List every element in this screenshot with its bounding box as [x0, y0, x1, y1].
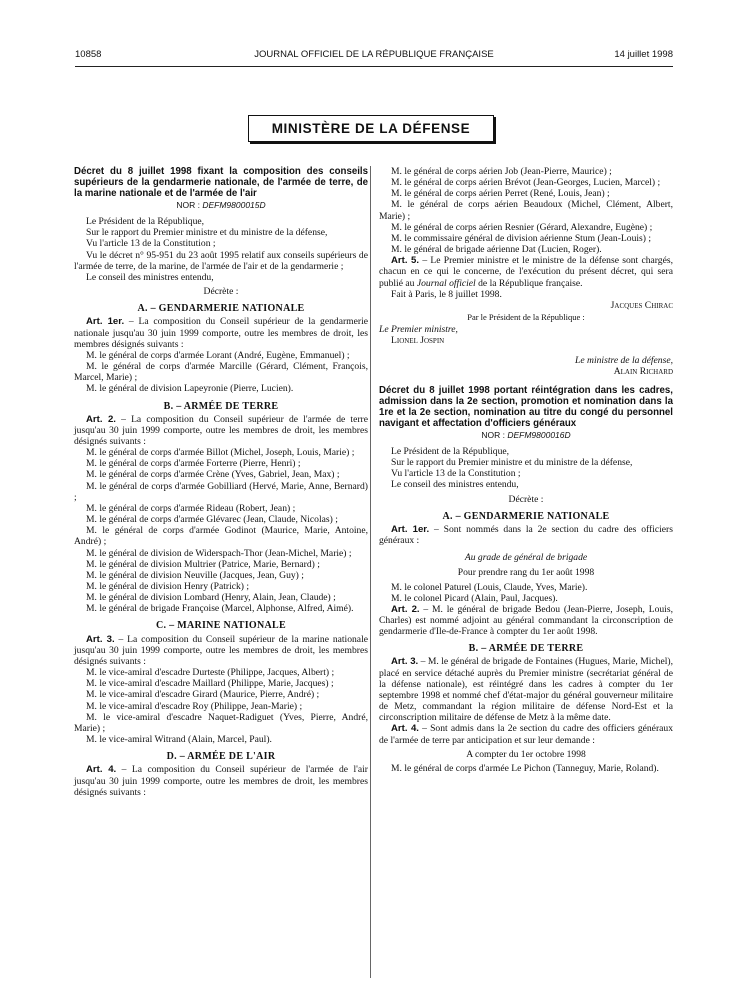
member-line: M. le général de brigade aérienne Dat (Lucien, Roger).	[391, 244, 602, 256]
article-label: Art. 4.	[391, 723, 419, 735]
left-column	[74, 166, 368, 798]
member-line: M. le général de corps d'armée Rideau (Robert, Jean) ;	[86, 502, 296, 514]
member-line: M. le général de division Multrier (Patrice, Marie, Bernard) ;	[86, 558, 320, 570]
member-line: M. le général de corps d'armée Crène (Yves, Gabriel, Jean, Max) ;	[86, 469, 340, 481]
nor-code: DEFM9800016D	[507, 429, 571, 440]
member-line: M. le vice-amiral d'escadre Roy (Philippe, Jean-Marie) ;	[86, 700, 303, 712]
preamble-line: Vu l'article 13 de la Constitution ;	[86, 238, 216, 250]
member-line: M. le général de division Lombard (Henry, Alain, Jean, Claude) ;	[86, 592, 336, 604]
preamble-line: Vu l'article 13 de la Constitution ;	[391, 468, 521, 480]
pm-title: Le Premier ministre,	[379, 324, 458, 336]
preamble-line: Vu le décret n° 95-951 du 23 août 1995 relatif aux conseils supérieurs de l'armée de terre, de la marine, de l'armée de l'air et de la gendarmerie ;	[74, 249, 368, 272]
header-rule	[75, 66, 673, 67]
page-header	[75, 49, 673, 65]
member-line: M. le général de corps d'armée Le Pichon (Tanneguy, Marie, Roland).	[391, 762, 659, 774]
member-line: M. le général de division Henry (Patrick) ;	[86, 581, 250, 592]
journal-reference: Journal officiel	[416, 277, 476, 289]
article-text: – Sont admis dans la 2e section du cadre des officiers généraux de l'armée de terre par anticipation et sur leur demande :	[379, 723, 673, 746]
member-line: M. le général de corps d'armée Godinot (Maurice, Marie, Antoine, André) ;	[74, 525, 368, 548]
member-line: M. le général de corps d'armée Forterre (Pierre, Henri) ;	[86, 458, 301, 470]
nor-code: DEFM9800015D	[202, 200, 266, 210]
ministry-heading	[248, 115, 494, 142]
article	[379, 656, 673, 723]
minister-title: Le ministre de la défense,	[575, 354, 673, 366]
decree1-title: Décret du 8 juillet 1998 fixant la composition des conseils supérieurs de la gendarmerie nationale, de l'armée de terre, de la marine nationale et de l'armée de l'air	[74, 166, 368, 199]
preamble-line: Sur le rapport du Premier ministre et du ministre de la défense,	[391, 457, 633, 469]
article-text: – M. le général de brigade Bedou (Jean-Pierre, Joseph, Louis, Charles) est nommé adjoint au général commandant la circonscription de gendarmerie d'Ile-de-France à compter du 1er août 1998.	[379, 603, 673, 638]
rank-date: Pour prendre rang du 1er août 1998	[457, 567, 595, 579]
issue-date: 14 juillet 1998	[614, 49, 673, 60]
nor-label: NOR :	[481, 429, 505, 440]
decrete: Décrète :	[203, 286, 239, 298]
article-label: Art. 5.	[391, 255, 420, 267]
signature-president: Jacques Chirac	[610, 299, 673, 311]
member-line: M. le vice-amiral d'escadre Maillard (Philippe, Marie, Jacques) ;	[86, 678, 334, 690]
grade-heading: Au grade de général de brigade	[464, 552, 588, 564]
page-number: 10858	[75, 49, 102, 60]
member-line: M. le général de corps aérien Job (Jean-Pierre, Maurice) ;	[391, 166, 612, 177]
preamble-line: Le Président de la République,	[86, 216, 205, 228]
ministry-title: MINISTÈRE DE LA DÉFENSE	[271, 121, 471, 136]
article	[74, 634, 368, 667]
member-line: M. le général de corps aérien Brévot (Jean-Georges, Lucien, Marcel) ;	[391, 177, 661, 189]
article	[379, 723, 673, 745]
preamble-line: Le conseil des ministres entendu,	[86, 271, 214, 283]
section-heading: A. – GENDARMERIE NATIONALE	[137, 303, 305, 315]
journal-title: JOURNAL OFFICIEL DE LA RÉPUBLIQUE FRANÇAISE	[254, 49, 494, 60]
article-text: – M. le général de brigade de Fontaines (Hugues, Marie, Michel), placé en service détaché auprès du Premier ministre (secrétariat général de la défense nationale), est réintégré dans les cadres à compter du 1er septembre 1998 et nommé chef d'état-major du général gouverneur militaire de Metz, commandant la région militaire de défense Nord-Est et la circonscription militaire de défense de Metz à la même date.	[379, 656, 673, 724]
article	[74, 764, 368, 797]
nor-label: NOR :	[176, 200, 200, 210]
right-column	[379, 166, 673, 774]
article-label: Art. 2.	[391, 603, 420, 615]
section-heading: A. – GENDARMERIE NATIONALE	[442, 510, 610, 522]
member-line: M. le général de corps d'armée Billot (Michel, Joseph, Louis, Marie) ;	[86, 447, 355, 459]
article-text: – La composition du Conseil supérieur de la marine nationale jusqu'au 30 juin 1999 comporte, outre les membres de droit, les membres désignés suivants :	[74, 633, 368, 667]
article-label: Art. 2.	[86, 413, 116, 425]
section-heading: C. – MARINE NATIONALE	[155, 620, 286, 632]
member-line: M. le vice-amiral d'escadre Durteste (Philippe, Jacques, Albert) ;	[86, 667, 335, 679]
article-text: – La composition du Conseil supérieur de l'armée de terre jusqu'au 30 juin 1999 comporte, outre les membres de droit, les membres désignés suivants :	[74, 413, 368, 447]
decree2-title: Décret du 8 juillet 1998 portant réintégration dans les cadres, admission dans la 2e section, promotion et nomination dans la 1re et la 2e section, nomination au titre du congé du personnel navigant et affectation d'officiers généraux	[379, 384, 673, 429]
section-heading: B. – ARMÉE DE TERRE	[163, 400, 279, 412]
member-line: M. le général de corps aérien Beaudoux (Michel, Clément, Albert, Marie) ;	[379, 199, 673, 222]
article-text: – Sont nommés dans la 2e section du cadre des officiers généraux :	[379, 523, 673, 547]
preamble-line: Sur le rapport du Premier ministre et du ministre de la défense,	[86, 227, 328, 239]
section-heading: B. – ARMÉE DE TERRE	[468, 643, 584, 655]
member-line: M. le vice-amiral d'escadre Girard (Maurice, Pierre, André) ;	[86, 689, 320, 701]
article-label: Art. 3.	[86, 633, 115, 645]
article-label: Art. 1er.	[391, 523, 430, 535]
member-line: M. le général de corps d'armée Lorant (André, Eugène, Emmanuel) ;	[86, 349, 350, 361]
article-text: – La composition du Conseil supérieur de l'armée de l'air jusqu'au 30 juin 1999 comporte, outre les membres de droit, les membres désignés suivants :	[74, 764, 368, 798]
decree1-nor	[74, 200, 368, 211]
member-line: M. le général de corps d'armée Glévarec (Jean, Claude, Nicolas) ;	[86, 514, 338, 526]
member-line: M. le général de division de Widerspach-Thor (Jean-Michel, Marie) ;	[86, 547, 352, 559]
decrete: Décrète :	[508, 493, 544, 505]
member-line: M. le général de brigade Françoise (Marcel, Alphonse, Alfred, Aimé).	[86, 603, 354, 615]
article	[379, 524, 673, 546]
effective-date: A compter du 1er octobre 1998	[466, 748, 586, 760]
article-label: Art. 4.	[86, 764, 117, 776]
article-label: Art. 1er.	[86, 316, 125, 328]
pm-name: Lionel Jospin	[391, 335, 445, 347]
decree2-nor	[379, 430, 673, 441]
minister-name: Alain Richard	[613, 365, 673, 377]
article	[379, 255, 673, 288]
par-le-president: Par le Président de la République :	[467, 312, 585, 323]
column-divider	[370, 166, 371, 978]
member-line: M. le colonel Paturel (Louis, Claude, Yves, Marie).	[391, 581, 588, 593]
member-line: M. le général de corps d'armée Gobilliard (Hervé, Marie, Anne, Bernard) ;	[74, 480, 368, 503]
article-label: Art. 3.	[391, 656, 419, 668]
article-text: – Le Premier ministre et le ministre de la défense sont chargés, chacun en ce qui le concerne, de l'exécution du présent décret, qui sera publié au	[379, 255, 673, 289]
member-line: M. le colonel Picard (Alain, Paul, Jacques).	[391, 592, 558, 604]
article-text: – La composition du Conseil supérieur de la gendarmerie nationale jusqu'au 30 juin 1999 comporte, outre les membres de droit, les membres désignés suivants :	[74, 316, 368, 350]
member-line: M. le vice-amiral d'escadre Naquet-Radiguet (Yves, Pierre, André, Marie) ;	[74, 711, 368, 734]
member-line: M. le vice-amiral Witrand (Alain, Marcel, Paul).	[86, 734, 272, 746]
fait-line: Fait à Paris, le 8 juillet 1998.	[391, 288, 502, 300]
member-line: M. le général de corps aérien Resnier (Gérard, Alexandre, Eugène) ;	[391, 221, 653, 233]
article	[74, 316, 368, 349]
member-line: M. le général de corps d'armée Marcille (Gérard, Clément, François, Marcel, Marie) ;	[74, 361, 368, 384]
article	[379, 604, 673, 637]
article-text: de la République française.	[475, 277, 583, 289]
preamble-line: Le conseil des ministres entendu,	[391, 479, 519, 491]
member-line: M. le général de division Lapeyronie (Pierre, Lucien).	[86, 383, 294, 395]
section-heading: D. – ARMÉE DE L'AIR	[166, 751, 276, 763]
member-line: M. le général de corps aérien Perret (René, Louis, Jean) ;	[391, 188, 610, 200]
preamble-line: Le Président de la République,	[391, 445, 510, 457]
article	[74, 414, 368, 447]
member-line: M. le général de division Neuville (Jacques, Jean, Guy) ;	[86, 569, 304, 581]
member-line: M. le commissaire général de division aérienne Stum (Jean-Louis) ;	[391, 232, 652, 244]
